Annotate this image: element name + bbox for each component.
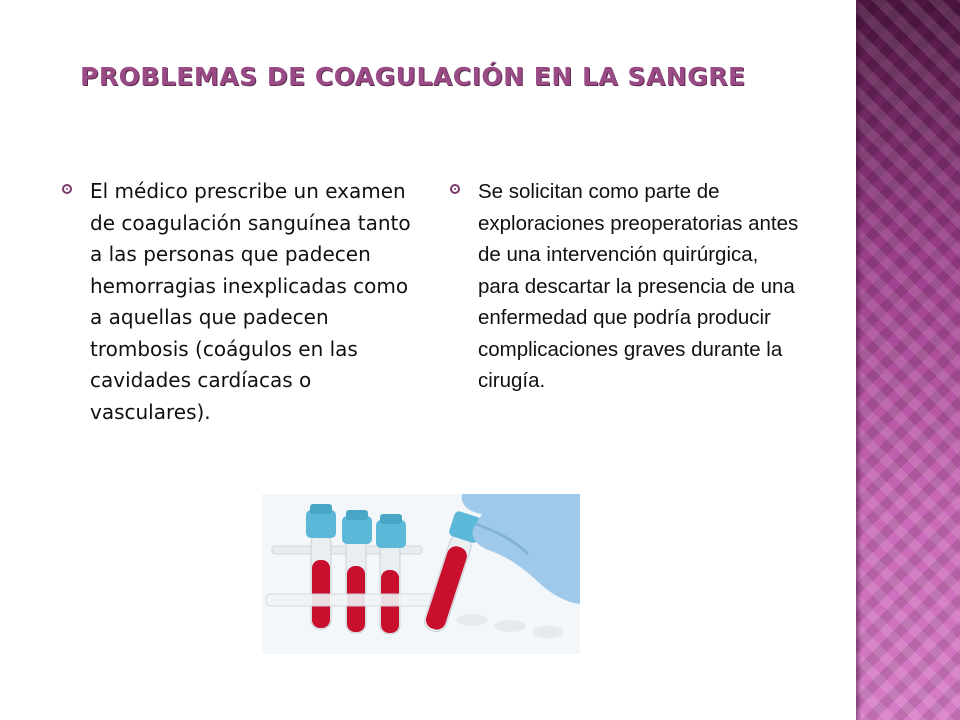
blood-sample-tubes-photo [262, 494, 580, 654]
right-bullet-text: Se solicitan como parte de exploraciones preoperatorias antes de una intervención quirúrgica, para descartar la presencia de una enfermedad que podría producir complicaciones graves durante la cirugía. [478, 180, 799, 392]
bullet-icon [62, 184, 72, 194]
left-bullet-text: El médico prescribe un examen de coagulación sanguínea tanto a las personas que padecen hemorragias inexplicadas como a aquellas que padecen trombosis (coágulos en las cavidades cardíacas o vasculares). [90, 179, 411, 424]
decorative-sidebar [856, 0, 960, 720]
right-bullet-list [444, 176, 804, 397]
right-bullet-item [444, 176, 804, 397]
left-bullet-list [56, 176, 426, 428]
left-bullet-item [56, 176, 426, 428]
slide-title: PROBLEMAS DE COAGULACIÓN EN LA SANGRE [80, 62, 746, 91]
bullet-icon [450, 184, 460, 194]
